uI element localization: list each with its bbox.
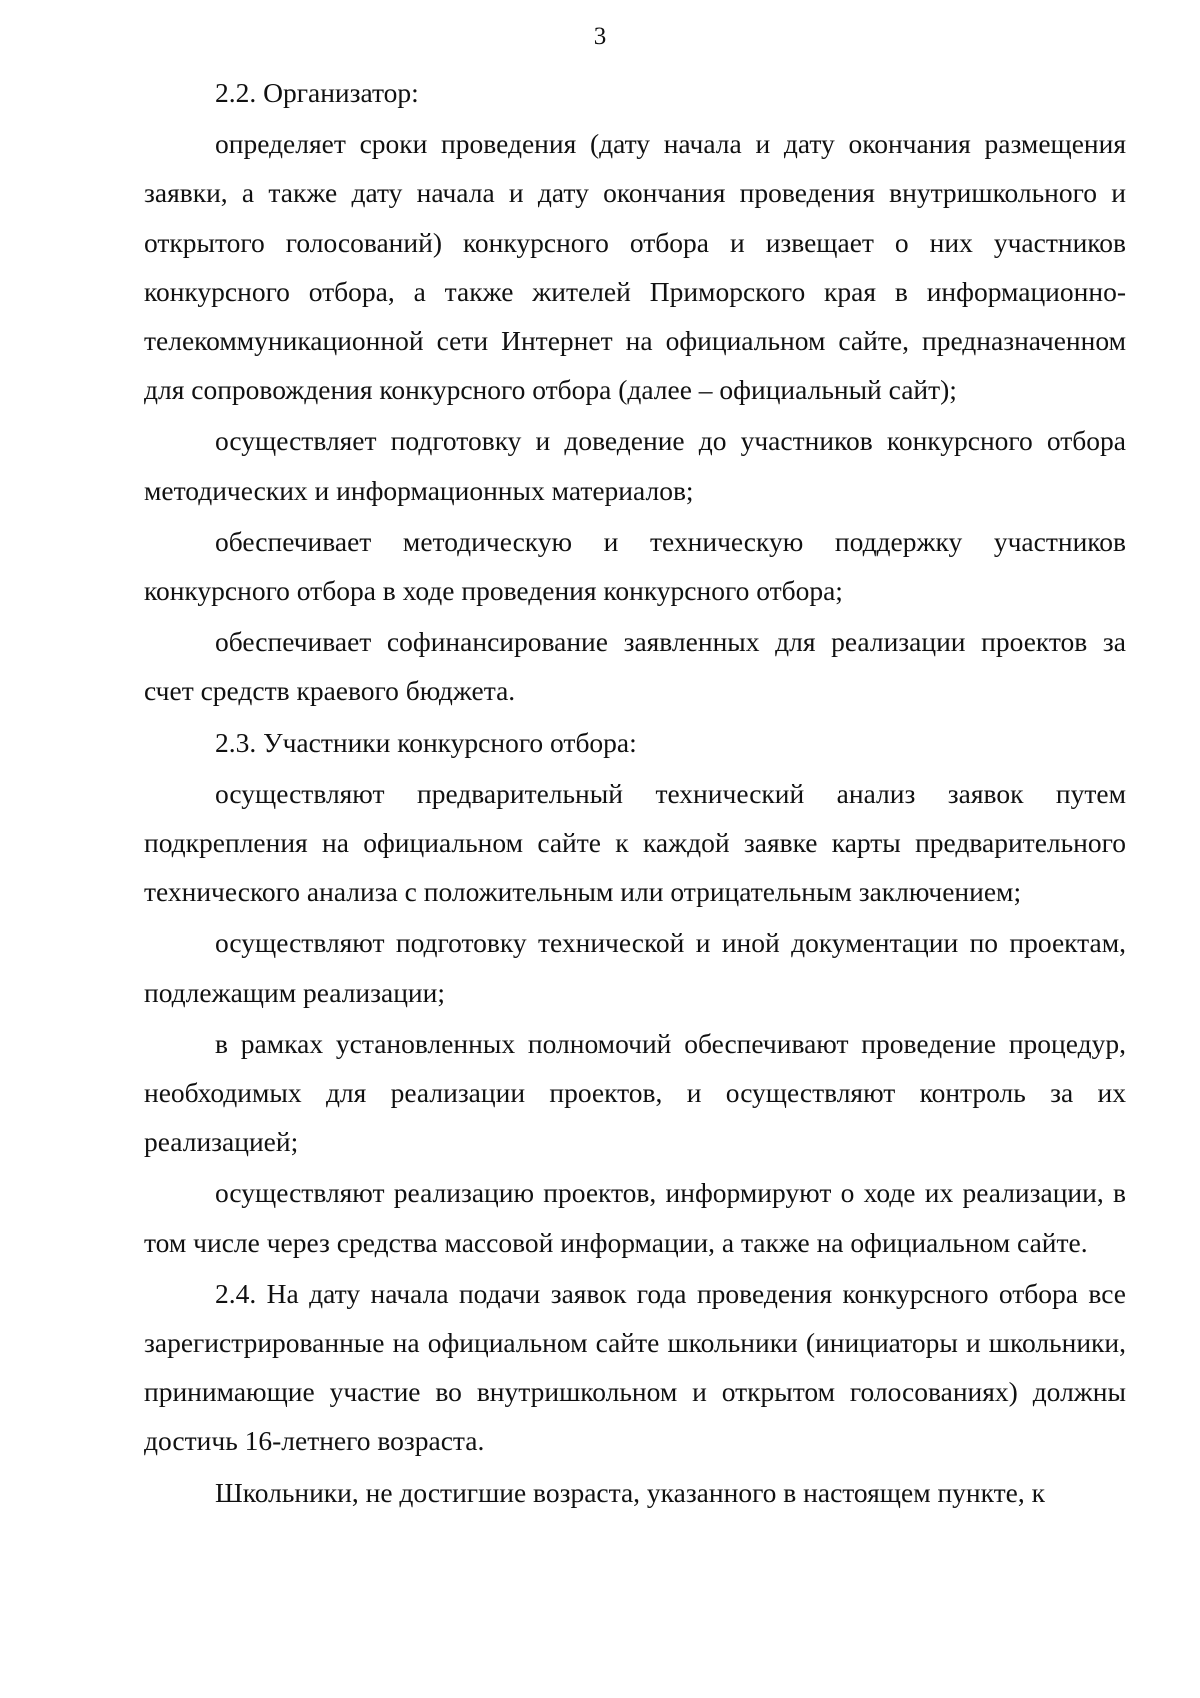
paragraph: обеспечивает методическую и техническую поддержку участников конкурсного отбора в ходе проведения конкурсного отбора; bbox=[144, 525, 1126, 607]
page-number: 3 bbox=[593, 23, 607, 50]
paragraph: в рамках установленных полномочий обеспечивают проведение процедур, необходимых для реализации проектов, и осуществляют контроль за их реализацией; bbox=[144, 1027, 1126, 1158]
paragraph: обеспечивает софинансирование заявленных для реализации проектов за счет средств краевого бюджета. bbox=[144, 626, 1126, 707]
paragraph: осуществляет подготовку и доведение до участников конкурсного отбора методических и информационных материалов; bbox=[144, 425, 1126, 506]
paragraph: Школьники, не достигшие возраста, указанного в настоящем пункте, к bbox=[215, 1476, 1045, 1508]
section-heading-2-3: 2.3. Участники конкурсного отбора: bbox=[215, 726, 637, 758]
paragraph: осуществляют предварительный технический анализ заявок путем подкрепления на официальном сайте к каждой заявке карты предварительного технического анализа с положительным или отрицательным заключением; bbox=[144, 777, 1126, 908]
paragraph: определяет сроки проведения (дату начала и дату окончания размещения заявки, а также дату начала и дату окончания проведения внутришкольного и открытого голосований) конкурсного отбора и извещает о них участников конкурсного отбора, а также жителей Приморского края в информационно-телекоммуникационной сети Интернет на официальном сайте, предназначенном для сопровождения конкурсного отбора (далее – официальный сайт); bbox=[144, 128, 1126, 406]
paragraph-2-4: 2.4. На дату начала подачи заявок года проведения конкурсного отбора все зарегистрированные на официальном сайте школьники (инициаторы и школьники, принимающие участие во внутришкольном и открытом голосованиях) должны достичь 16-летнего возраста. bbox=[144, 1277, 1126, 1457]
section-heading-2-2: 2.2. Организатор: bbox=[215, 77, 419, 108]
paragraph: осуществляют реализацию проектов, информируют о ходе их реализации, в том числе через средства массовой информации, а также на официальном сайте. bbox=[144, 1177, 1126, 1258]
document-body bbox=[144, 68, 1126, 1517]
paragraph: осуществляют подготовку технической и иной документации по проектам, подлежащим реализации; bbox=[144, 927, 1126, 1008]
